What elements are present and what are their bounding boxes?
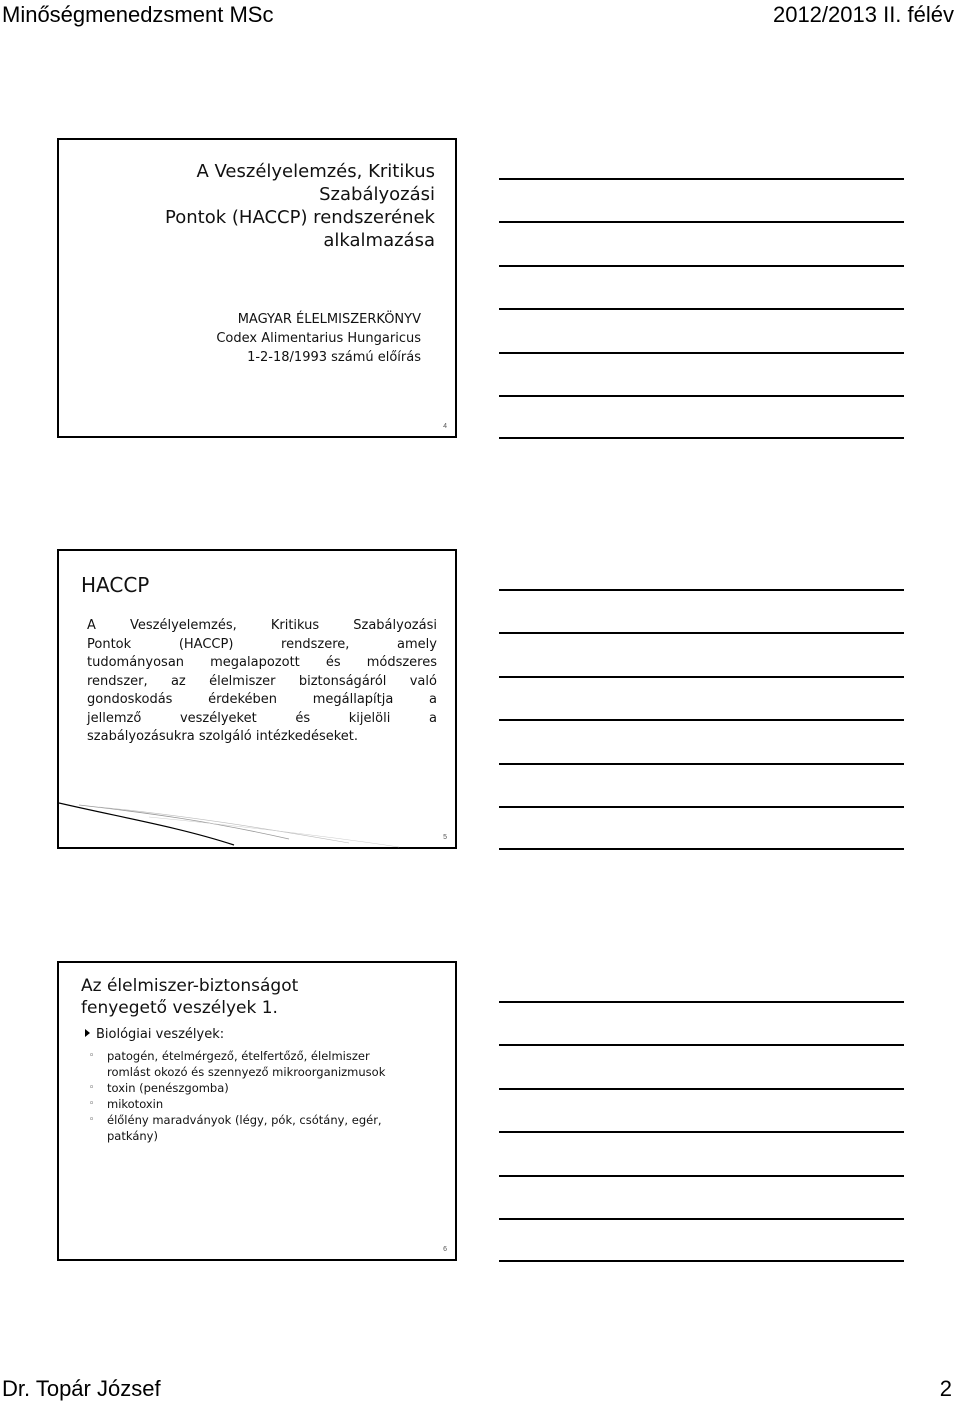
slide-4-subtitle: [216, 310, 421, 367]
note-line: [499, 1088, 904, 1090]
slide-5-body-line: Pontok (HACCP) rendszere, amely: [87, 636, 437, 652]
note-line: [499, 308, 904, 310]
list-item-line: mikotoxin: [107, 1097, 164, 1111]
slide-4-title-line: A Veszélyelemzés, Kritikus: [196, 161, 435, 182]
list-item: [87, 1080, 417, 1096]
slide-6: [57, 961, 457, 1261]
note-line: [499, 1175, 904, 1177]
list-item: [87, 1096, 417, 1112]
notes-lines-slide-6: [499, 961, 904, 1261]
note-line: [499, 848, 904, 850]
slide-6-title: [81, 975, 298, 1019]
slide-6-items: [87, 1048, 417, 1144]
note-line: [499, 632, 904, 634]
triangle-bullet-icon: [85, 1029, 90, 1037]
slide-6-title-line: Az élelmiszer-biztonságot: [81, 976, 299, 996]
note-line: [499, 763, 904, 765]
header-course-title: Minőségmenedzsment MSc: [2, 2, 274, 27]
footer-author: Dr. Topár József: [2, 1376, 161, 1401]
note-line: [499, 221, 904, 223]
note-line: [499, 395, 904, 397]
header-semester: 2012/2013 II. félév: [772, 2, 954, 27]
slide-4-subtitle-line: Codex Alimentarius Hungaricus: [216, 331, 421, 346]
note-line: [499, 1001, 904, 1003]
slide-5-body-line: tudományosan megalapozott és módszeres: [87, 655, 437, 670]
list-item-line: patogén, ételmérgező, ételfertőző, élelmiszer: [107, 1049, 370, 1063]
note-line: [499, 1044, 904, 1046]
footer-page-number: 2: [939, 1376, 952, 1401]
circle-bullet-icon: ◦: [89, 1083, 95, 1093]
note-line: [499, 806, 904, 808]
slide-5: [57, 549, 457, 849]
slide-4-title-line: Szabályozási: [319, 184, 435, 205]
slide-4-title: [105, 160, 435, 252]
circle-bullet-icon: ◦: [89, 1099, 95, 1109]
slide-5-body-line: szabályozásukra szolgáló intézkedéseket.: [87, 729, 359, 744]
list-item-line: romlást okozó és szennyező mikroorganizmusok: [107, 1065, 386, 1079]
slide-5-body-line: rendszer, az élelmiszer biztonságáról való: [87, 673, 437, 689]
slide-4: [57, 138, 457, 438]
note-line: [499, 437, 904, 439]
note-line: [499, 1260, 904, 1262]
slide-5-body-line: gondoskodás érdekében megállapítja a: [87, 692, 437, 707]
slide-5-number: 5: [443, 834, 447, 841]
note-line: [499, 265, 904, 267]
note-line: [499, 589, 904, 591]
slide-5-title: HACCP: [81, 573, 150, 597]
list-item: [87, 1048, 417, 1080]
slide-5-body-line: A Veszélyelemzés, Kritikus Szabályozási: [87, 618, 437, 633]
slide-5-body: [87, 617, 437, 747]
slide-6-bullet-text: Biológiai veszélyek:: [96, 1027, 225, 1042]
circle-bullet-icon: ◦: [89, 1051, 95, 1061]
note-line: [499, 1218, 904, 1220]
slide-5-body-line: jellemző veszélyeket és kijelöli a: [87, 710, 437, 726]
slide-4-subtitle-line: MAGYAR ÉLELMISZERKÖNYV: [237, 312, 421, 327]
slide-6-bullet: [85, 1027, 224, 1042]
note-line: [499, 1131, 904, 1133]
slide-4-title-line: alkalmazása: [323, 230, 435, 251]
note-line: [499, 352, 904, 354]
note-line: [499, 178, 904, 180]
slide-4-subtitle-line: 1-2-18/1993 számú előírás: [247, 350, 421, 365]
notes-lines-slide-4: [499, 138, 904, 438]
slide-4-title-line: Pontok (HACCP) rendszerének: [165, 207, 435, 228]
decorative-swoosh: [59, 791, 455, 849]
slide-6-number: 6: [443, 1246, 447, 1253]
note-line: [499, 719, 904, 721]
circle-bullet-icon: ◦: [89, 1115, 95, 1125]
list-item-line: patkány): [107, 1129, 158, 1143]
list-item-line: élőlény maradványok (légy, pók, csótány, egér,: [107, 1113, 382, 1127]
slide-6-title-line: fenyegető veszélyek 1.: [81, 998, 278, 1018]
notes-lines-slide-5: [499, 549, 904, 849]
note-line: [499, 676, 904, 678]
list-item-line: toxin (penészgomba): [107, 1081, 229, 1095]
slide-4-number: 4: [443, 423, 447, 430]
list-item: [87, 1112, 417, 1144]
